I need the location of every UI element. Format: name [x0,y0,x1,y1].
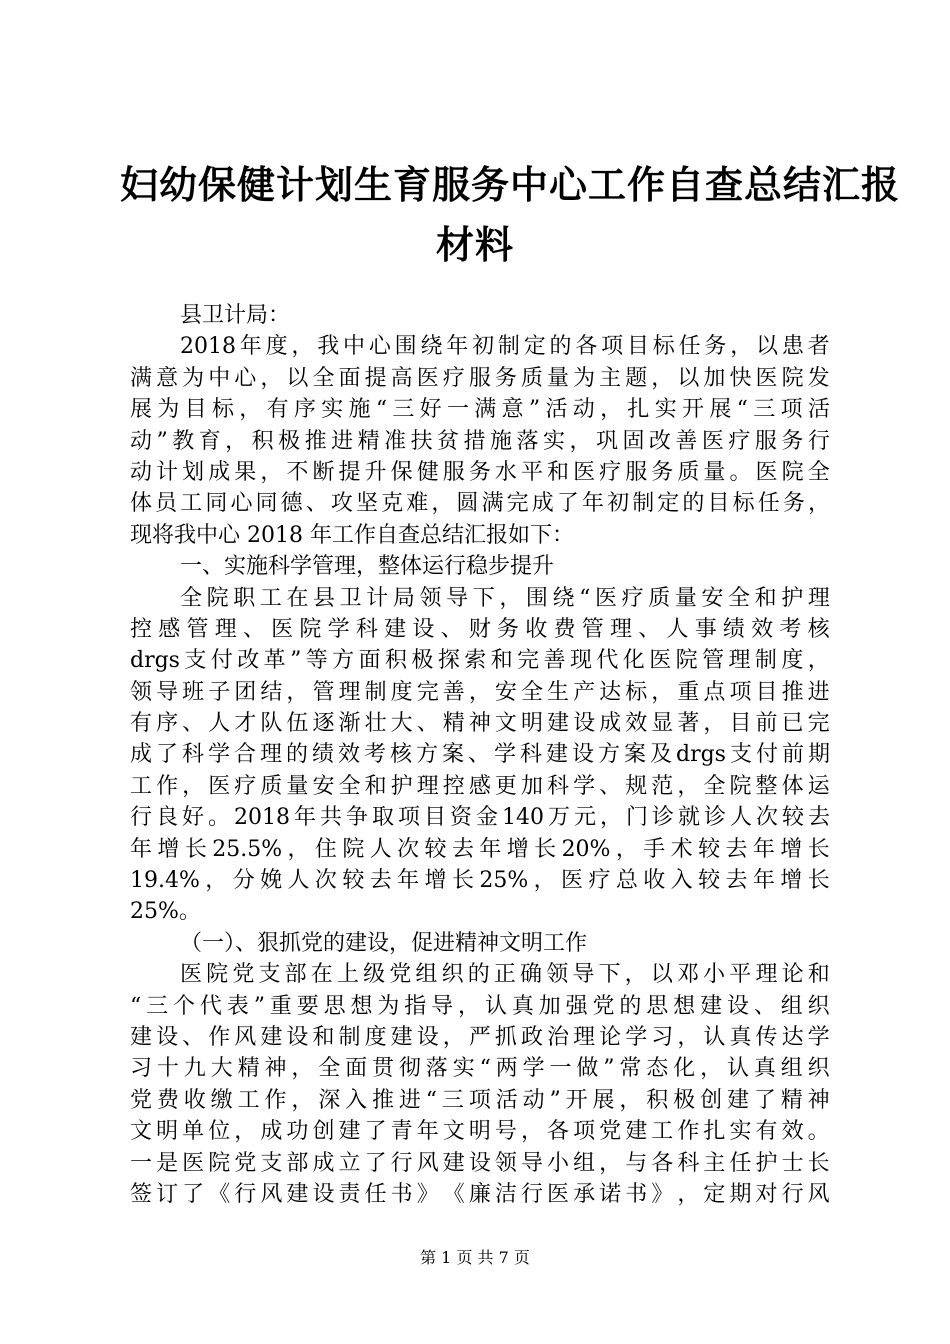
page-footer: 第 1 页 共 7 页 [420,1248,530,1267]
paragraph-line: 控 感 管 理 、 医 院 学 科 建 设 、 财 务 收 费 管 理 、 人 事 绩 效 考 核 [130,616,830,642]
paragraph-line: 成 了 科 学 合 理 的 绩 效 考 核 方 案 、 学 科 建 设 方 案 及 drgs 支 付 前 期 [130,742,830,768]
paragraph-line: 动 ” 教 育 ， 积 极 推 进 精 准 扶 贫 措 施 落 实 ， 巩 固 改 善 医 疗 服 务 行 [130,428,830,454]
paragraph-line: 文 明 单 位 ， 成 功 创 建 了 青 年 文 明 号 ， 各 项 党 建 工 作 扎 实 有 效 。 [130,1119,830,1145]
paragraph-line: 满 意 为 中 心 ， 以 全 面 提 高 医 疗 服 务 质 量 为 主 题 ， 以 加 快 医 院 发 [130,365,830,391]
paragraph-line: 2018 年 度 ， 我 中 心 围 绕 年 初 制 定 的 各 项 目 标 任 务 ， 以 患 者 [180,334,830,360]
paragraph-line: 年 增 长 25.5% ， 住 院 人 次 较 去 年 增 长 20% ， 手 术 较 去 年 增 长 [130,836,830,862]
paragraph-line: 党 费 收 缴 工 作 ， 深 入 推 进 “ 三 项 活 动 ” 开 展 ， 积 极 创 建 了 精 神 [130,1087,830,1113]
section-heading: 一、实施科学管理，整体运行稳步提升 [180,554,555,580]
paragraph-line: 25%。 [130,899,201,925]
paragraph-line: 签 订 了 《 行 风 建 设 责 任 书 》 《 廉 洁 行 医 承 诺 书 》 ， 定 期 对 行 风 [130,1181,830,1207]
document-title-line1: 妇幼保健计划生育服务中心工作自查总结汇报 [120,162,901,207]
paragraph-line: 展 为 目 标 ， 有 序 实 施 “ 三 好 一 满 意 ” 活 动 ， 扎 实 开 展 “ 三 项 活 [130,397,830,423]
document-body [130,300,830,1210]
paragraph-line: 习 十 九 大 精 神 ， 全 面 贯 彻 落 实 “ 两 学 一 做 ” 常 态 化 ， 认 真 组 织 [130,1056,830,1082]
paragraph-line: 动 计 划 成 果 ， 不 断 提 升 保 健 服 务 水 平 和 医 疗 服 务 质 量 。 医 院 全 [130,459,830,485]
paragraph-line: 领 导 班 子 团 结 ， 管 理 制 度 完 善 ， 安 全 生 产 达 标 ， 重 点 项 目 推 进 [130,679,830,705]
paragraph-line: 有 序 、 人 才 队 伍 逐 渐 壮 大 、 精 神 文 明 建 设 成 效 显 著 ， 目 前 已 完 [130,711,830,737]
document-title-line2: 材料 [435,222,514,267]
paragraph-line: 体 员 工 同 心 同 德 、 攻 坚 克 难 ， 圆 满 完 成 了 年 初 制 定 的 目 标 任 务 ， [130,491,830,517]
paragraph-line: 19.4% ， 分 娩 人 次 较 去 年 增 长 25% ， 医 疗 总 收 入 较 去 年 增 长 [130,868,830,894]
paragraph-line: 建 设 、 作 风 建 设 和 制 度 建 设 ， 严 抓 政 治 理 论 学 习 ， 认 真 传 达 学 [130,1024,830,1050]
paragraph-line: 医 院 党 支 部 在 上 级 党 组 织 的 正 确 领 导 下 ， 以 邓 小 平 理 论 和 [180,962,830,988]
paragraph-line: “ 三 个 代 表 ” 重 要 思 想 为 指 导 ， 认 真 加 强 党 的 思 想 建 设 、 组 织 [130,993,830,1019]
paragraph-line: 行 良 好 。 2018 年 共 争 取 项 目 资 金 140 万 元 ， 门 诊 就 诊 人 次 较 去 [130,805,830,831]
salutation: 县卫计局： [180,303,291,328]
subsection-heading: （一）、狠抓党的建设，促进精神文明工作 [180,930,588,956]
paragraph-line: 一 是 医 院 党 支 部 成 立 了 行 风 建 设 领 导 小 组 ， 与 各 科 主 任 护 士 长 [130,1150,830,1176]
paragraph-line: 全 院 职 工 在 县 卫 计 局 领 导 下 ， 围 绕 “ 医 疗 质 量 安 全 和 护 理 [180,585,830,611]
paragraph-line: drgs 支 付 改 革 ” 等 方 面 积 极 探 索 和 完 善 现 代 化 医 院 管 理 制 度 ， [130,648,830,674]
paragraph-line: 工 作 ， 医 疗 质 量 安 全 和 护 理 控 感 更 加 科 学 、 规 范 ， 全 院 整 体 运 [130,773,830,799]
paragraph-line: 现将我中心 2018 年工作自查总结汇报如下： [130,522,574,548]
